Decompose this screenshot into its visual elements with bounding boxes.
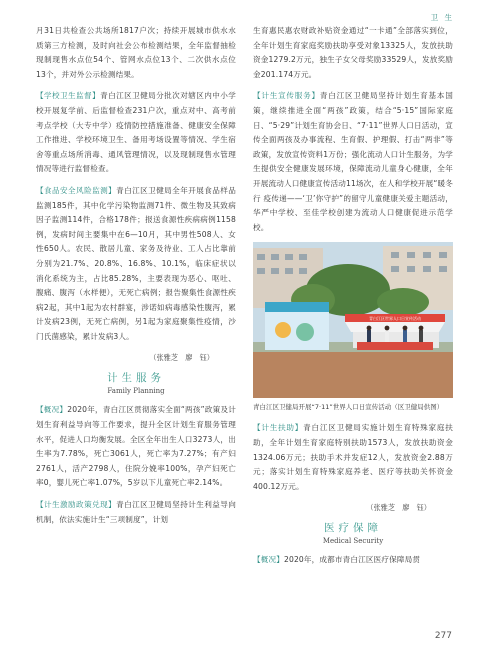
banner-text: 青白江区世界人口日宣传活动 [369, 316, 421, 322]
section-title-cn: 计生服务 [107, 372, 165, 385]
paragraph-body: 青白江区卫健局坚持计生利益导向机制，依法实施计生“三项制度”，计划 [36, 500, 237, 524]
event-tent [345, 322, 445, 332]
paragraph-continued: 生育惠民惠农财政补贴资金通过“一卡通”全部落实到位，全年计划生育家庭奖励扶助享受对象13325人，发放扶助资金1279.2万元，独生子女父母奖励33529人，发放奖励金201.174万元。 [253, 26, 453, 79]
paragraph-body: 青白江区卫健局分批次对辖区内中小学校开展复学前、后监督检查231户次，重点对中、高考前考点学校（大专中学）疫情防控措施准备、健康安全保障工作推进、学校环境卫生、备用考场设置等情况、学生宿舍等重点场所消毒、通风管理情况，以及现制现售水管理情况等进行监督检查。 [36, 91, 236, 174]
paragraph-school-hygiene [36, 89, 236, 177]
person [403, 330, 407, 342]
section-tag: 【计生扶助】 [253, 423, 304, 433]
paragraph-family-aid [253, 421, 453, 494]
section-tag: 【计生宣传服务】 [253, 91, 320, 101]
author-signature: （张雅芝 廖 钰） [366, 503, 431, 513]
paragraph-medical-overview [253, 553, 453, 568]
paragraph-body: 2020年，成都市青白江区医疗保障局贯 [283, 555, 421, 565]
paragraph-incentive-policy [36, 498, 236, 527]
photo-caption: 青白江区卫健局开展“7·11”世界人口日宣传活动（区卫健局供图） [253, 403, 444, 412]
section-tag: 【计生激励政策兑现】 [36, 500, 117, 510]
section-tag: 【概况】 [36, 405, 68, 415]
paragraph-food-safety [36, 184, 236, 345]
paragraph-publicity [253, 89, 453, 235]
section-title-cn: 医疗保障 [324, 522, 382, 535]
left-column [36, 24, 236, 534]
right-column [253, 24, 453, 575]
section-tag: 【食品安全风险监测】 [36, 185, 117, 195]
photo-ground [253, 350, 453, 398]
person [419, 330, 423, 342]
event-photo [253, 242, 453, 398]
author-signature: （张雅芝 廖 钰） [149, 353, 214, 363]
event-table [357, 342, 433, 350]
person [367, 330, 371, 342]
section-tag: 【概况】 [253, 555, 284, 565]
section-heading [253, 520, 453, 545]
section-tag: 【学校卫生监督】 [36, 91, 101, 101]
paragraph-body: 青白江区卫健局实施计划生育特殊家庭扶助，全年计划生育家庭特别扶助1573人，发放扶助资金1324.06万元；扶助手术并发症12人，发放资金2.88万元；落实计划生育特殊家庭养老、医疗等扶助关怀资金400.12万元。 [253, 423, 453, 491]
page-number: 277 [434, 631, 452, 641]
section-heading [36, 370, 236, 395]
paragraph-body: 青白江区卫健局全年开展食品样品监测185件，其中化学污染物监测71件、微生物及其致病因子监测114件，合格178件；报送食源性疾病病例1158例，发病时间主要集中在6—10月，其中男性508人、女性650人。农民、散居儿童、家务及待业、工人占比靠前分别为21.7%、20.8%、16.8%、10.1%，临床症状以消化系统为主，占比85.28%，主要表现为恶心、呕吐、腹痛、腹泻（水样便），无死亡病例；报告聚集性食源性疾病2起，其中1起为农村群宴，涉诺如病毒感染性腹泻，累计发病23例，无死亡病例，另1起为家庭聚集性疫情，沙门氏菌感染，累计发病3人。 [36, 185, 237, 341]
running-header: 卫 生 [430, 13, 454, 22]
person [385, 330, 389, 342]
section-title-en: Medical Security [322, 537, 384, 546]
paragraph-overview [36, 403, 236, 491]
section-title-en: Family Planning [107, 387, 165, 396]
paragraph-continued: 月31日共检查公共场所1817户次；持续开展城市供水水质第三方检测，及时向社会公布检测结果，全年监督抽检现制现售水点位54个、管网水点位13个、二次供水点位13个，并对外公示检测结果。 [36, 26, 236, 79]
paragraph-body: 青白江区卫健局坚持计划生育基本国策，继续推进全面“两孩”政策，结合“5·15”国际家庭日、“5·29”计划生育协会日、“7·11”世界人口日活动，宣传全面两孩及办事流程、生育假、护理假、打击“两非”等政策，发放宣传资料1万份；强化流动人口计生服务，为学生提供安全健康发展环境，保障流动儿童身心健康，全年开展流动人口健康宣传活动11场次，在人和学校开展“暖冬行 疫传递——‘卫’你守护”的留守儿童健康关爱主题活动，华严中学校、至佳学校创建为流动人口健康促进示范学校。 [253, 91, 453, 232]
paragraph-body: 2020年，青白江区贯彻落实全面“两孩”政策及计划生育利益导向等工作要求，提升全区计划生育服务管理水平，促进人口均衡发展。全区全年出生人口3273人，出生率为7.78%，死亡3061人，死亡率为7.27%；有产妇2761人，活产2798人，住院分娩率100%，孕产妇死亡率0，婴儿死亡率1.07%，5岁以下儿童死亡率2.14%。 [36, 405, 236, 488]
